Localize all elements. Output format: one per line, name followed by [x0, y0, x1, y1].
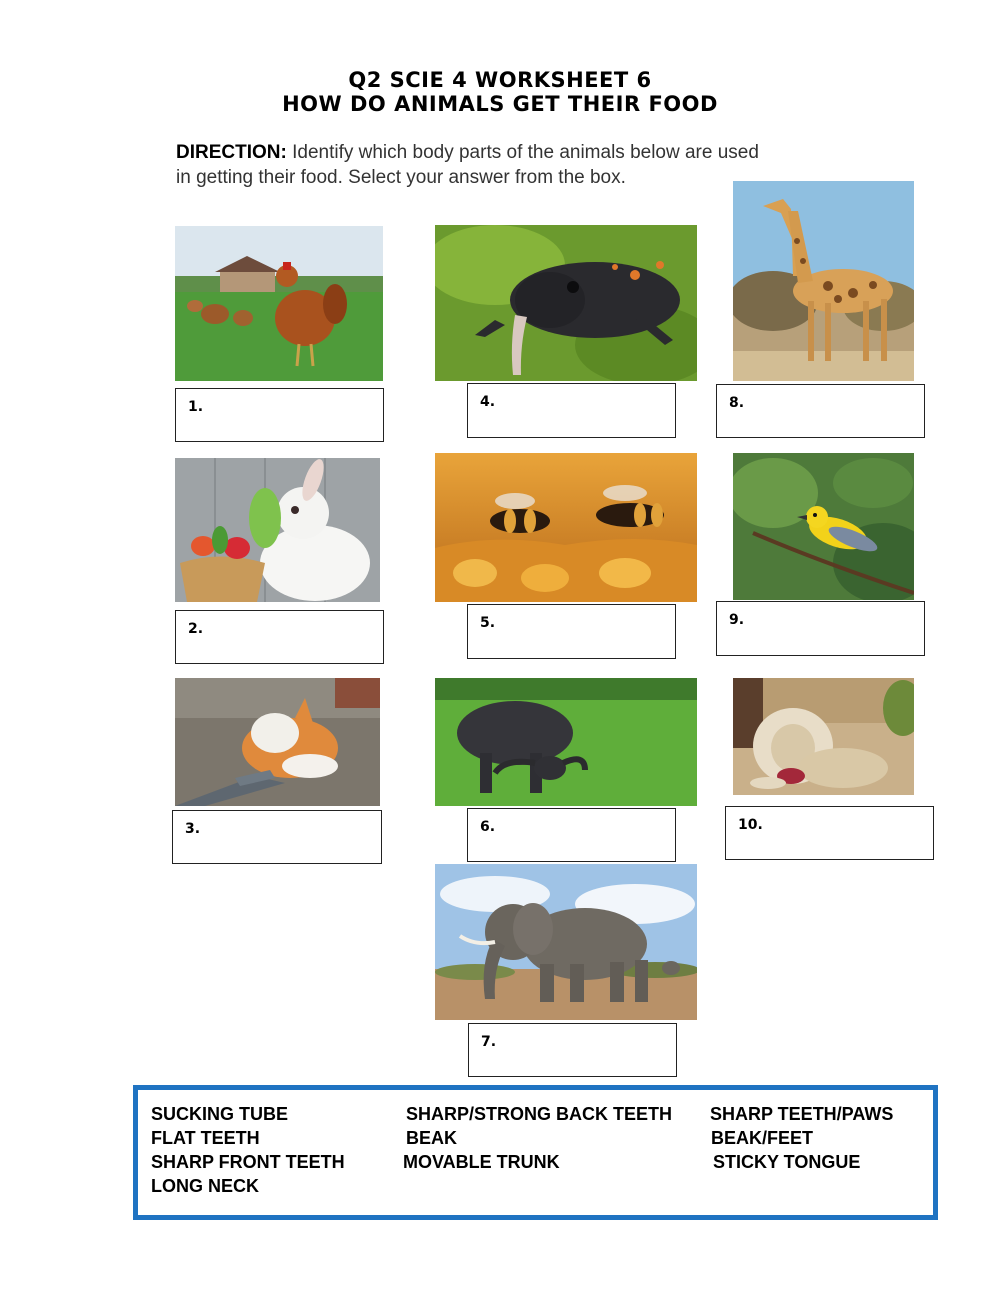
choice-beak: BEAK	[406, 1128, 458, 1148]
chicken-photo	[175, 226, 383, 381]
choice-sharp-strong-back-teeth: SHARP/STRONG BACK TEETH	[406, 1104, 673, 1124]
answer-box-8[interactable]	[716, 384, 925, 438]
answer-box-1[interactable]	[175, 388, 384, 442]
answer-box-4[interactable]	[467, 383, 676, 438]
salamander-photo	[435, 225, 697, 381]
bees-photo	[435, 453, 697, 602]
answer-number: 8.	[729, 395, 745, 411]
choice-sticky-tongue: STICKY TONGUE	[713, 1152, 861, 1172]
choice-sharp-front-teeth: SHARP FRONT TEETH	[151, 1152, 345, 1172]
carabao-photo	[435, 678, 697, 806]
yellow-bird-photo	[733, 453, 914, 600]
answer-number: 2.	[188, 621, 204, 637]
answer-number: 10.	[738, 817, 763, 833]
direction-line1: Identify which body parts of the animals below are used	[292, 142, 759, 163]
answer-number: 7.	[481, 1034, 497, 1050]
choice-long-neck: LONG NECK	[151, 1176, 259, 1196]
answer-box-2[interactable]	[175, 610, 384, 664]
answer-box-5[interactable]	[467, 604, 676, 659]
cat-photo	[175, 678, 380, 806]
rabbit-photo	[175, 458, 380, 602]
elephant-photo	[435, 864, 697, 1020]
answer-box-7[interactable]	[468, 1023, 677, 1077]
giraffe-photo	[733, 181, 914, 381]
answer-box-9[interactable]	[716, 601, 925, 656]
choice-sucking-tube: SUCKING TUBE	[151, 1104, 289, 1124]
direction-label: DIRECTION:	[176, 142, 287, 163]
answer-box-10[interactable]	[725, 806, 934, 860]
lion-photo	[733, 678, 914, 795]
worksheet-title-line1: Q2 SCIE 4 WORKSHEET 6	[348, 68, 652, 92]
answer-choices-box	[133, 1085, 938, 1220]
answer-number: 6.	[480, 819, 496, 835]
answer-number: 1.	[188, 399, 204, 415]
direction-line2: in getting their food. Select your answer from the box.	[176, 167, 626, 188]
answer-number: 5.	[480, 615, 496, 631]
answer-box-6[interactable]	[467, 808, 676, 862]
choice-sharp-teeth-paws: SHARP TEETH/PAWS	[710, 1104, 894, 1124]
choice-movable-trunk: MOVABLE TRUNK	[403, 1152, 560, 1172]
choice-flat-teeth: FLAT TEETH	[151, 1128, 260, 1148]
choice-beak-feet: BEAK/FEET	[711, 1128, 814, 1148]
answer-number: 4.	[480, 394, 496, 410]
worksheet-title-line2: HOW DO ANIMALS GET THEIR FOOD	[282, 92, 718, 116]
answer-number: 9.	[729, 612, 745, 628]
answer-number: 3.	[185, 821, 201, 837]
answer-box-3[interactable]	[172, 810, 382, 864]
